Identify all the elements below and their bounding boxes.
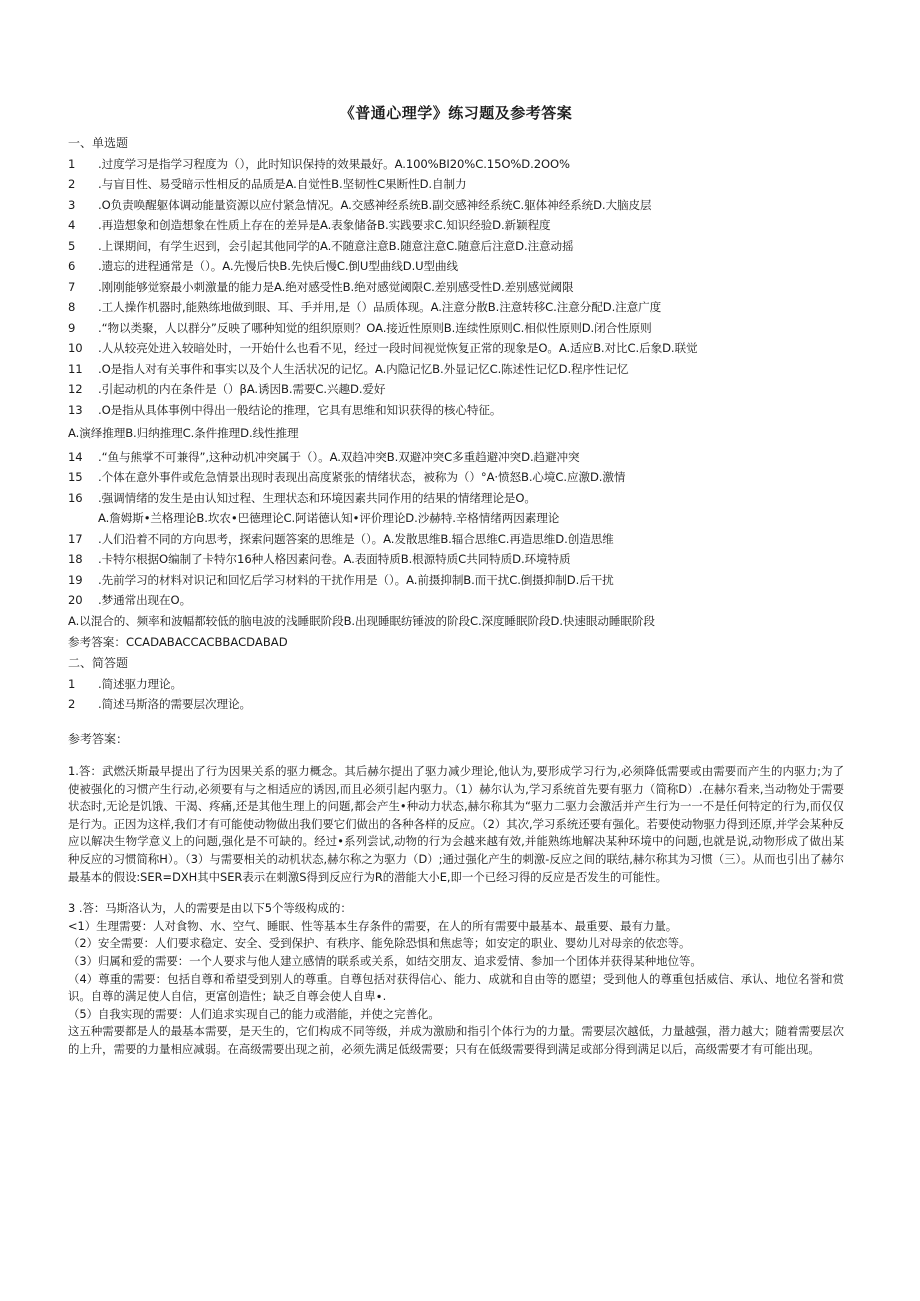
question-options: A.以混合的、频率和波幅都较低的脑电波的浅睡眠阶段B.出现睡眠纺锤波的阶段C.深度睡眠阶段D.快速眼动睡眠阶段 (68, 613, 655, 628)
question-item (68, 215, 844, 236)
answer-2-item: （5）自我实现的需要：人们追求实现自己的能力或潜能，并使之完善化。 (68, 1006, 440, 1021)
answer-2-item: （4）尊重的需要：包括自尊和希望受到别人的尊重。自尊包括对获得信心、能力、成就和自由等的愿望；受到他人的尊重包括威信、承认、地位名誉和赏识。自尊的满足使人自信，更富创造性；缺乏自尊会使人自卑∙. (68, 971, 844, 1004)
section-heading-single-choice: 一、单选题 (68, 136, 129, 150)
question-text: .“鱼与熊掌不可兼得”,这种动机冲突属于（）。A.双趋冲突B.双避冲突C多重趋避冲突D.趋避冲突 (98, 449, 580, 464)
answer-2-item: <1）生理需要：人对食物、水、空气、睡眠、性等基本生存条件的需要，在人的所有需要中最基本、最重要、最有力量。 (68, 918, 678, 933)
question-item (68, 570, 844, 591)
question-text: .个体在意外事件或危急情景出现时表现出高度紧张的情绪状态，被称为（）°A·愤怒B.心境C.应激D.激情 (98, 470, 626, 484)
question-options: A.演绎推理B.归纳推理C.条件推理D.线性推理 (68, 426, 299, 440)
question-number: 5 (68, 238, 76, 253)
question-item (68, 256, 844, 277)
question-text: .遗忘的进程通常是（）。A.先慢后快B.先快后慢C.倒U型曲线D.U型曲线 (98, 259, 459, 273)
question-number: 8 (68, 300, 76, 314)
question-text: .O是指从具体事例中得出一般结论的推理，它具有思维和知识获得的核心特征。 (98, 402, 502, 417)
question-number: 14 (68, 449, 83, 464)
question-text: .卡特尔根据O编制了卡特尔16种人格因素问卷。A.表面特质B.根源特质C共同特质D.环境特质 (98, 552, 571, 566)
question-item (68, 318, 844, 339)
question-item (68, 277, 844, 298)
question-number: 7 (68, 279, 76, 294)
question-list (68, 444, 844, 509)
question-number: 17 (68, 531, 83, 546)
question-item (68, 236, 844, 257)
question-number: 20 (68, 593, 83, 607)
short-question-list (68, 674, 844, 715)
question-options: A.詹姆斯•兰格理论B.坎农•巴德理论C.阿诺德认知•评价理论D.沙赫特.辛格情绪两因素理论 (98, 511, 560, 525)
question-item (68, 379, 844, 400)
question-item (68, 359, 844, 380)
question-item (68, 694, 844, 715)
question-item (68, 590, 844, 611)
question-number: 16 (68, 490, 83, 505)
question-text: .与盲目性、易受暗示性相反的品质是A.自觉性B.坚韧性C果断性D.自制力 (98, 177, 467, 191)
question-item (68, 297, 844, 318)
question-text: .上课期间，有学生迟到，会引起其他同学的A.不随意注意B.随意注意C.随意后注意D.注意动摇 (98, 238, 574, 253)
question-number: 9 (68, 320, 76, 335)
answer-2-summary: 这五种需要都是人的最基本需要，是天生的，它们构成不同等级，并成为激励和指引个体行为的力量。需要层次越低，力量越强，潜力越大；随着需要层次的上升，需要的力量相应减弱。在高级需要出现之前，必须先满足低级需要；只有在低级需要得到满足或部分得到满足以后，高级需要才有可能出现。 (68, 1024, 844, 1056)
section-heading-short-answer: 二、简答题 (68, 656, 129, 670)
question-number: 3 (68, 197, 76, 212)
question-number: 6 (68, 259, 76, 273)
answer-key: 参考答案：CCADABACCACBBACDABAD (68, 635, 288, 649)
question-item (68, 467, 844, 488)
question-number: 2 (68, 697, 76, 711)
question-item (68, 400, 844, 421)
question-text: .强调情绪的发生是由认知过程、生理状态和环境因素共同作用的结果的情绪理论是O。 (98, 490, 536, 505)
question-item (68, 154, 844, 175)
question-text: .简述驱力理论。 (98, 676, 183, 691)
question-text: .引起动机的内在条件是（）βA.诱因B.需要C.兴趣D.爱好 (98, 382, 386, 396)
question-number: 1 (68, 676, 76, 691)
question-text: .O负责唤醒躯体调动能量资源以应付紧急情况。A.交感神经系统B.副交感神经系统C.躯体神经系统D.大脑皮层 (98, 197, 652, 212)
question-list (68, 154, 844, 421)
question-number: 15 (68, 470, 83, 484)
document-page (68, 96, 844, 1059)
question-text: .工人操作机器时,能熟练地做到眼、耳、手并用,是（）品质体现。A.注意分散B.注意转移C.注意分配D.注意广度 (98, 300, 662, 314)
reference-answer-label: 参考答案： (68, 731, 129, 746)
question-number: 4 (68, 218, 76, 232)
question-number: 10 (68, 341, 83, 355)
question-number: 12 (68, 382, 83, 396)
question-item (68, 174, 844, 195)
question-text: .梦通常出现在O。 (98, 593, 192, 607)
question-item (68, 447, 844, 468)
question-item (68, 549, 844, 570)
question-list (68, 529, 844, 611)
question-item (68, 195, 844, 216)
question-text: .人们沿着不同的方向思考，探索问题答案的思维是（）。A.发散思维B.辐合思维C.再造思维D.创造思维 (98, 531, 614, 546)
question-text: .再造想象和创造想象在性质上存在的差异是A.表象储备B.实践要求C.知识经验D.新颖程度 (98, 218, 551, 232)
answer-2-heading: 3 .答：马斯洛认为，人的需要是由以下5个等级构成的： (68, 901, 352, 916)
question-number: 19 (68, 572, 83, 587)
question-text: .过度学习是指学习程度为（），此时知识保持的效果最好。A.100%BI20%C.15O%D.2OO% (98, 156, 570, 171)
question-text: .刚刚能够觉察最小刺激量的能力是A.绝对感受性B.绝对感觉阈限C.差别感受性D.差别感觉阈限 (98, 279, 574, 294)
question-text: .“物以类聚，人以群分”反映了哪种知觉的组织原则？OA.接近性原则B.连续性原则C.相似性原则D.闭合性原则 (98, 320, 652, 335)
answer-2-item: （3）归属和爱的需要：一个人要求与他人建立感情的联系或关系，如结交朋友、追求爱情、参加一个团体并获得某种地位等。 (68, 953, 702, 968)
question-number: 11 (68, 361, 83, 376)
answer-2-item: （2）安全需要：人们要求稳定、安全、受到保护、有秩序、能免除恐惧和焦虑等；如安定的职业、婴幼儿对母亲的依恋等。 (68, 936, 691, 951)
question-text: .O是指人对有关事件和事实以及个人生活状况的记忆。A.内隐记忆B.外显记忆C.陈述性记忆D.程序性记忆 (98, 361, 629, 376)
question-text: .人从较亮处进入较暗处时，一开始什么也看不见，经过一段时间视觉恢复正常的现象是O。A.适应B.对比C.后象D.联觉 (98, 341, 698, 355)
question-number: 2 (68, 177, 76, 191)
question-item (68, 338, 844, 359)
question-item (68, 488, 844, 509)
question-text: .简述马斯洛的需要层次理论。 (98, 697, 252, 711)
document-title: 《普通心理学》练习题及参考答案 (339, 104, 573, 122)
question-number: 1 (68, 156, 76, 171)
question-number: 18 (68, 552, 83, 566)
question-text: .先前学习的材料对识记和回忆后学习材料的干扰作用是（）。A.前摄抑制B.而干扰C.倒摄抑制D.后干扰 (98, 572, 614, 587)
question-item (68, 674, 844, 695)
question-number: 13 (68, 402, 83, 417)
answer-paragraph-1: 1.答：武燃沃斯最早提出了行为因果关系的驱力概念。其后赫尔提出了驱力减少理论,他认为,要形成学习行为,必须降低需要或由需要而产生的内驱力;为了使被强化的习惯产生行动,必须要有与之相适应的诱因,而且必须引起内驱力。（1）赫尔认为,学习系统首先要有驱力（简称D）.在赫尔看来,当动物处于需要状态时,无论是饥饿、干渴、疼痛,还是其他生理上的问题,都会产生•种动力状态,赫尔称其为“驱力二驱力会激活并产生行为一一不是任何特定的行为,而仅仅是行为。正因为这样,我们才有可能使动物做出我们要它们做出的各种各样的反应。（2）其次,学习系统还要有强化。若要使动物驱力得到还原,并学会某种反应以解决生物学意义上的问题,强化是不可缺的。经过•系列尝试,动物的行为会越来越有效,并能熟练地解决某种环境中的问题,也就是说,动物形成了做出某种反应的习惯简称H）。（3）与需要相关的动机状态,赫尔称之为驱力（D）;通过强化产生的刺激-反应之间的联结,赫尔称其为习惯（三）。从而也引出了赫尔最基本的假设:SER=DXH其中SER表示在刺激S得到反应行为R的潜能大小E,即一个已经习得的反应是否发生的可能性。 (68, 764, 844, 884)
question-item (68, 529, 844, 550)
